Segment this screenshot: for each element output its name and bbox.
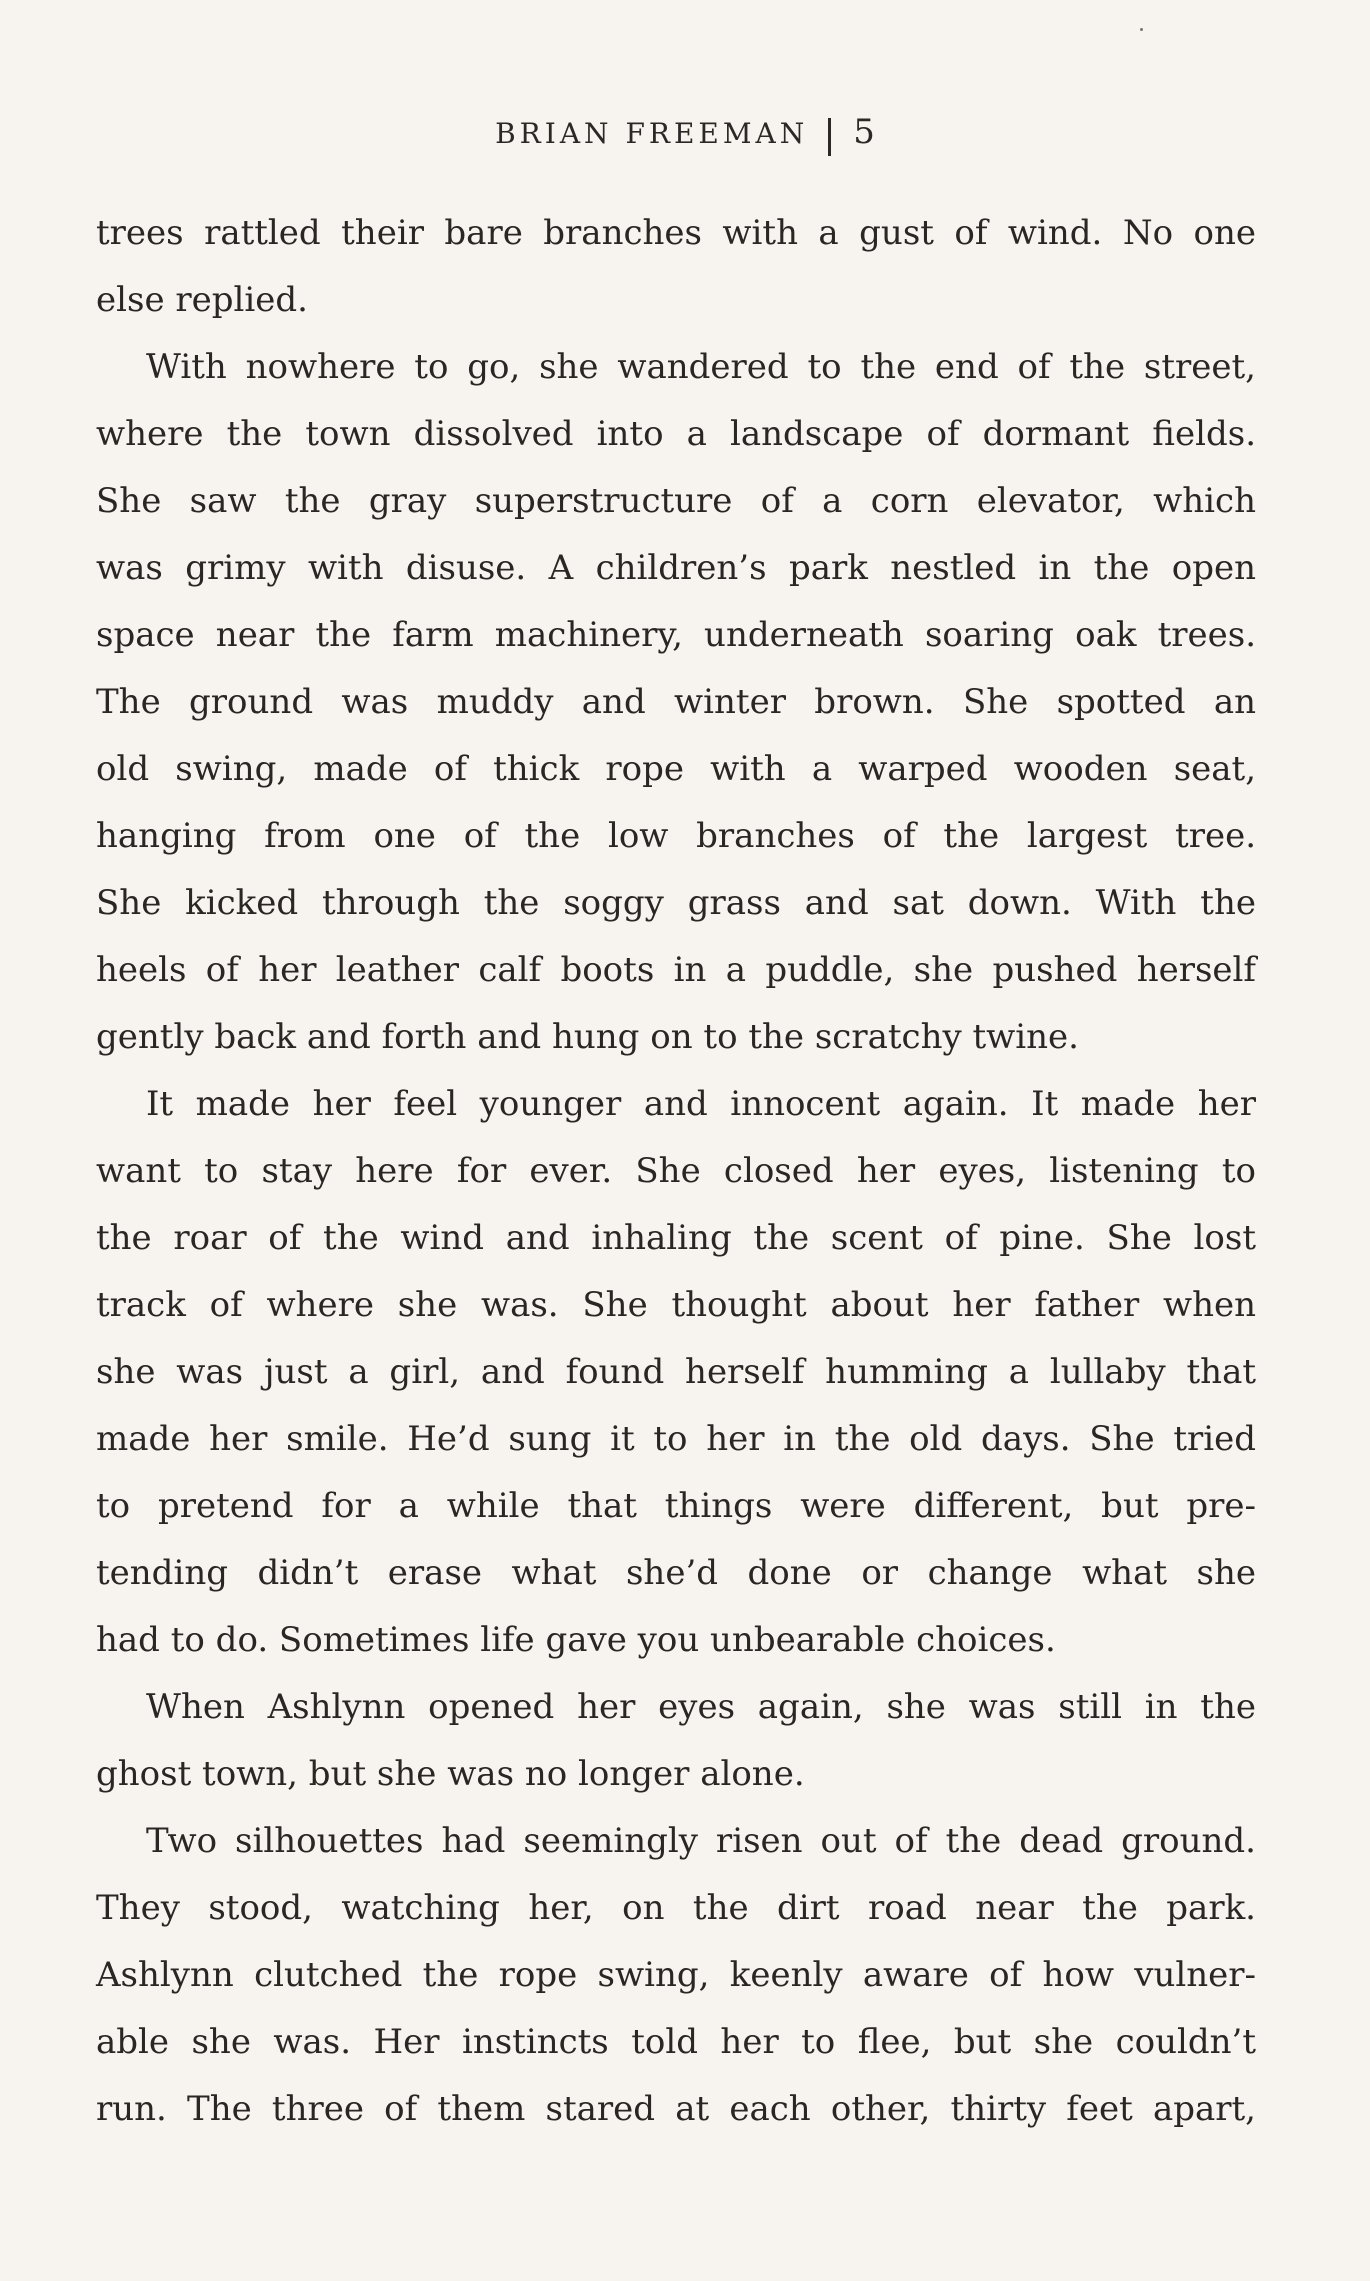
text-line: She kicked through the soggy grass and sat down. With the — [96, 883, 1256, 923]
text-line: They stood, watching her, on the dirt road near the park. — [96, 1888, 1256, 1928]
running-head-divider — [828, 118, 831, 156]
text-line: had to do. Sometimes life gave you unbearable choices. — [96, 1620, 1056, 1660]
page-number: 5 — [853, 112, 875, 152]
text-line: to pretend for a while that things were different, but pre- — [96, 1486, 1256, 1526]
running-head-author: BRIAN FREEMAN — [495, 117, 809, 150]
body-text — [96, 200, 1256, 2143]
text-line: Two silhouettes had seemingly risen out of the dead ground. — [146, 1821, 1256, 1861]
text-line: ghost town, but she was no longer alone. — [96, 1754, 805, 1794]
text-line: Ashlynn clutched the rope swing, keenly aware of how vulner- — [96, 1955, 1256, 1995]
text-line: where the town dissolved into a landscape of dormant fields. — [96, 414, 1256, 454]
running-head — [0, 108, 1370, 156]
text-line: gently back and forth and hung on to the scratchy twine. — [96, 1017, 1079, 1057]
text-line: able she was. Her instincts told her to flee, but she couldn’t — [96, 2022, 1256, 2062]
text-line: When Ashlynn opened her eyes again, she was still in the — [146, 1687, 1256, 1727]
text-line: made her smile. He’d sung it to her in the old days. She tried — [96, 1419, 1256, 1459]
text-line: She saw the gray superstructure of a corn elevator, which — [96, 481, 1256, 521]
text-line: hanging from one of the low branches of the largest tree. — [96, 816, 1256, 856]
text-line: old swing, made of thick rope with a warped wooden seat, — [96, 749, 1256, 789]
text-line: else replied. — [96, 280, 308, 320]
text-line: tending didn’t erase what she’d done or change what she — [96, 1553, 1256, 1593]
text-line: heels of her leather calf boots in a puddle, she pushed herself — [96, 950, 1256, 990]
text-line: want to stay here for ever. She closed her eyes, listening to — [96, 1151, 1256, 1191]
text-line: was grimy with disuse. A children’s park nestled in the open — [96, 548, 1256, 588]
text-line: space near the farm machinery, underneath soaring oak trees. — [96, 615, 1256, 655]
text-line: trees rattled their bare branches with a gust of wind. No one — [96, 213, 1256, 253]
scan-speck — [1140, 28, 1143, 31]
text-line: It made her feel younger and innocent again. It made her — [146, 1084, 1256, 1124]
text-line: track of where she was. She thought about her father when — [96, 1285, 1256, 1325]
text-line: run. The three of them stared at each other, thirty feet apart, — [96, 2089, 1256, 2129]
text-line: she was just a girl, and found herself humming a lullaby that — [96, 1352, 1256, 1392]
text-line: The ground was muddy and winter brown. She spotted an — [96, 682, 1256, 722]
text-line: the roar of the wind and inhaling the scent of pine. She lost — [96, 1218, 1256, 1258]
text-line: With nowhere to go, she wandered to the end of the street, — [146, 347, 1256, 387]
